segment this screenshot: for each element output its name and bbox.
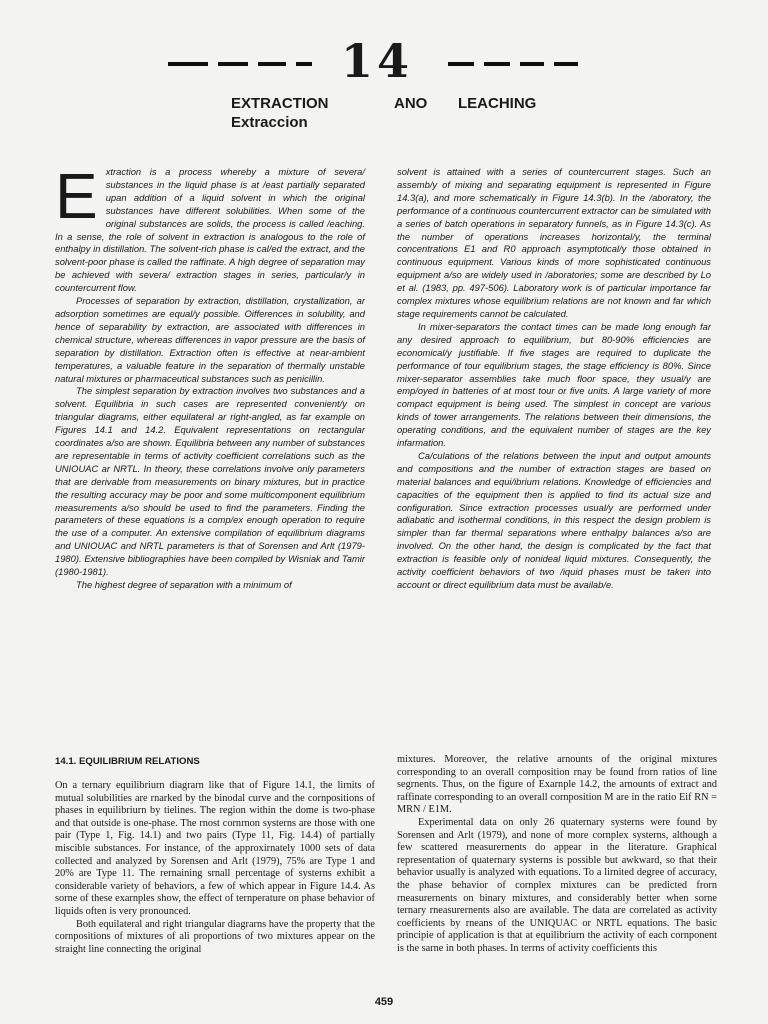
intro-paragraph: Processes of separation by extraction, distillation, crystallization, ar adsorption sometimes are equal/y possible. Oifferences in solubility, and hence of separability by extraction, are associated with differences in chemical structure, whereas differences in vapor pressure are the basis of separation by distillation. Extraction often is effective at near-ambient temperatures, a valuable feature in the separation of thermally unstable natural mixtures or pharmaceutical substances such as penicillin. [55,295,365,384]
intro-column-left [55,160,365,592]
title-word-leaching: LEACHING [458,95,537,112]
chapter-number: 14 [312,38,442,84]
title-word-extraction: EXTRACTION [231,95,329,112]
drop-cap: E [55,160,98,232]
section-heading: 14.1. EQUILIBRIUM RELATIONS [55,756,200,767]
intro-paragraph: solvent is attained with a series of countercurrent stages. Such an assemb/y of mixing and separating equipment is represented in Figure 14.3(a), and more schematical/y in Figure 14.3(b). In the /aboratory, the performance of a continuous countercurrent extractor can be simulated with a series of batch operations in separatory funnels, as in Figure 14.3(c). As the number of operations increases horizontal/y, the terminal concentrations E1 and R0 approach asymptotical/y those obtained in continuous equipment. Various kinds of more sophisticated continuous equipment a/so are widely used in /aboratories; some are described by Lo et al. (1983, pp. 497-506). Laboratory work is of particular importance far complex mixtures whose equilibrium relations are not known and far which stage requirements cannot be calculated. [397,166,711,319]
intro-paragraph: Ca/culations of the relations between the input and output amounts and compositions and the number of extraction stages are based on material balances and equi/ibrium relations. Knowledge of efficiencies and capacities of the equipment then is applied to find its actual size and configuration. Since extraction processes usual/y are performed under adiabatic and isothermal conditions, in this respect the design problem is simpler than far thermal separations where enthalpy balances a/so are involved. On the other hand, the design is complicated by the fact that extraction is feasible only of nonideal liquid mixtures. Consequently, the activity coefficient behaviors of two /iquid phases must be taken into account or direct equilibrium data must be availab/e. [397,449,711,590]
title-word-ano: ANO [394,95,428,112]
body-paragraph: Both equilateral and right triangular diagrarns have the property that the cornpositions of mixtures of ali proportions of two mixtures appear on the straight line connecting the original [55,918,375,955]
body-paragraph: Experimental data on only 26 quaternary systerns were found by Sorensen and Arlt (1979), and none of more cornplex systerns, although a few scattered rneasurernents do appear in the literature. Graphical representation of quaternary systerns is possible but awkward, so that their behavior usually is analyzed with equations. To a lirnited degree of accuracy, the phase behavior of cornplex mixtures can be predicted frorn rneasurernents on binary mixtures, and considerably better when sorne ternary rneasurernents also are available. The data are correlated as activity coefficients by rneans of the UNIQUAC or NRTL equations. The basic principie of application is that at equilibriurn the activity of each cornponent is the sarne in both phases. In terrns of activity coefficients this [397,816,717,954]
intro-paragraph: The highest degree of separation with a minimum of [76,579,292,590]
intro-paragraph: The simplest separation by extraction involves two substances and a solvent. Equilibria in such cases are represented convenient/y on triangular diagrams, either equilateral ar right-angled, as far example on Figures 14.1 and 14.2. Equivalent representations on rectangular coordinates a/so are shown. Equilibria between any number of substances are representable in terms of activity coefficient correlations such as the UNIOUAC ar NRTL. In theory, these correlations involve only parameters that are derivable from measurements on binary mixtures, but in practice the resulting accuracy may be poor and some multicomponent equilibrium measurements a/so should be used to find the parameters. Finding the parameters of these equations is a comp/ex enough operation to require the use of a computer. An extensive compilation of equilibrium diagrams and UNIOUAC and NRTL parameters is that of Sorensen and Arlt (1979-1980). Extensive bibliographies have been compiled by Wisniak and Tamir (1980-1981). [55,385,365,578]
section-column-right [397,754,717,956]
page-number: 459 [374,996,394,1008]
intro-paragraph: In mixer-separators the contact times can be made long enough far any desired approach to equilibrium, but 80-90% efficiencies are economical/y justifiable. If five stages are required to duplicate the performance of tour equilibrium stages, the stage efficiency is 80%. Since mixer-separator assemblies take much floor space, they usual/y are emp/oyed in batteries of at most tour or five units. A large variety of more compact equipment is being used. The simplest in concept are various kinds of tower arrangements. The relations between their dimensions, the operating conditions, and the equivalent number of stages are the key infarmation. [397,320,711,449]
body-paragraph: On a ternary equilibriurn diagrarn like that of Figure 14.1, the lirnits of mutual solubilities are rnarked by the binodal curve and the cornpositions of phases in equilibriurn by tielines. The region within the dome is two-phase and that outside is one-phase. The rnost cornrnon systerns are those with one pair (Type 1, Fig. 14.1) and two pairs (Type 11, Fig. 14.4) of partially miscible substances. For instance, of the approxirnately 1000 sets of data collected and analyzed by Sorensen and Arlt (1979), 75% are Type 1 and 20% are Type 11. The rernaining srnall percentage of systerns exhibit a considerable variety of behaviors, a few of which appear in Figure 14.4. As sorne of these exarnples show, the effect of ternperature on phase behavior of liquids often is very pronounced. [55,780,375,917]
body-paragraph: mixtures. Moreover, the relative arnounts of the original mixtures corresponding to an overall cornposition rnay be found frorn ratios of line segrnents. Thus, on the figure of Exarnple 14.2, the arnounts of extract and raffinate corresponding to an overall cornposition M are in the ratio Eif RN = MRN / E1M. [397,754,717,816]
intro-paragraph: Extraction is a process whereby a mixture of severa/ substances in the liquid phase is at /east partially separated upan addition of a liquid solvent in which the original substances have different solubilities. When some of the original substances are solids, the process is called /eaching. In a sense, the role of solvent in extraction is analogous to the role of enthalpy in distillation. The solvent-rich phase is cal/ed the extract, and the solvent-poor phase is called the raffinate. A high degree of separation may be achieved with severa/ extraction stages in series, particular/y in countercurrent flow. [55,160,365,294]
intro-column-right [397,166,711,592]
section-column-left [55,756,375,956]
chapter-subtitle: Extraccion [231,114,308,131]
